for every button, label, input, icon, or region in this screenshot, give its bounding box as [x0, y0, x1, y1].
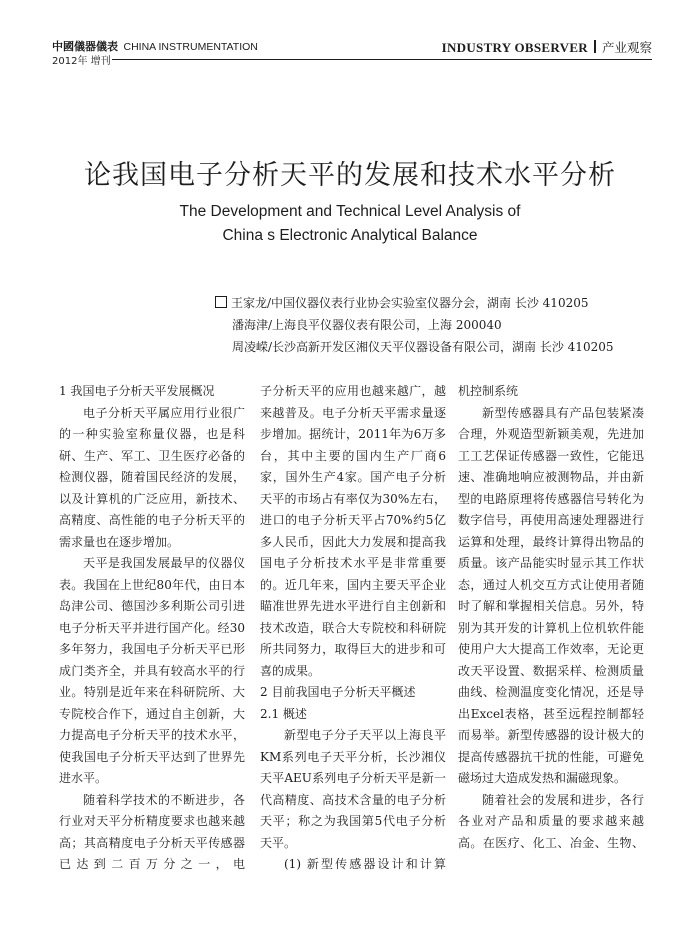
issue-label: 2012年 增刊: [52, 56, 111, 67]
paragraph: 新型电子分子天平以上海良平KM系列电子天平分析，长沙湘仪天平AEU系列电子分析天平是新一代高精度、高技术含量的电子分析天平；称之为我国第5代电子分析天平。: [260, 728, 446, 850]
body-column-1: [59, 381, 245, 876]
author-affiliations: [215, 292, 613, 358]
journal-name: [52, 40, 258, 54]
subsection-heading: 2.1 概述: [260, 706, 307, 721]
section-heading: 2 目前我国电子分析天平概述: [260, 685, 416, 699]
journal-name-en: CHINA INSTRUMENTATION: [123, 41, 258, 53]
author-line: 潘海津/上海良平仪器仪表有限公司，上海 200040: [232, 318, 502, 332]
section-divider: [594, 40, 596, 53]
header-rule: [414, 59, 652, 60]
paragraph: 机控制系统: [458, 384, 519, 398]
paragraph: 电子分析天平属应用行业很广的一种实验室称量仪器，也是科研、生产、军工、卫生医疗必备的检测仪器，随着国民经济的发展，以及计算机的广泛应用，新技术、高精度、高性能的电子分析天平的需求量也在逐步增加。: [59, 405, 245, 549]
article-title-en-line1: The Development and Technical Level Analysis of: [179, 203, 521, 220]
article-title-cn: 论我国电子分析天平的发展和技术水平分析: [84, 160, 616, 191]
author-line: 周凌嵘/长沙高新开发区湘仪天平仪器设备有限公司，湖南 长沙 410205: [232, 340, 614, 354]
paragraph: 新型传感器具有产品包装紧凑合理，外观造型新颖美观，先进加工工艺保证传感器一致性，它能迅速、准确地响应被测物品，并由新型的电路原理将传感器信号转化为数字信号，再使用高速处理器进行运算和处理，最终计算得出物品的质量。该产品能实时显示其工作状态，通过人机交互方式让使用者随时了解和掌握相关信息。另外，特别为其开发的计算机上位机软件能使用户大大提高工作效率，无论更改天平设置、数据采样、检测质量曲线、检测温度变化情况，还是导出Excel表格，甚至远程控制都轻而易举。新型传感器的设计极大的提高传感器抗干扰的性能，可避免磁场过大造成发热和漏磁现象。: [458, 405, 644, 785]
square-bullet-icon: [215, 296, 227, 308]
paragraph: 天平是我国发展最早的仪器仪表。我国在上世纪80年代，由日本岛津公司、德国沙多利斯公司引进电子分析天平并进行国产化。经30多年努力，我国电子分析天平已形成门类齐全，并具有较高水平的行业。特别是近年来在科研院所、大专院校合作下，通过自主创新，大力提高电子分析天平的技术水平，使我国电子分析天平达到了世界先进水平。: [59, 556, 245, 785]
section-label: [442, 40, 652, 56]
article-title-en-line2: China s Electronic Analytical Balance: [222, 227, 478, 244]
body-column-3: [458, 381, 644, 854]
running-header-left: [52, 40, 258, 69]
paragraph: 随着科学技术的不断进步，各行业对天平分析精度要求也越来越高；其高精度电子分析天平传感器已达到二百万分之一，电: [59, 792, 245, 871]
paragraph: 随着社会的发展和进步，各行各业对产品和质量的要求越来越高。在医疗、化工、冶金、生物、: [458, 792, 644, 850]
section-label-cn: 产业观察: [601, 40, 652, 55]
header-rule: [112, 59, 417, 60]
paragraph: (1) 新型传感器设计和计算: [284, 857, 446, 871]
section-heading: 1 我国电子分析天平发展概况: [59, 384, 215, 398]
body-column-2: [260, 381, 446, 876]
journal-name-cn: 中國儀器儀表: [52, 40, 118, 53]
section-label-en: INDUSTRY OBSERVER: [441, 40, 588, 55]
paragraph: 子分析天平的应用也越来越广，越来越普及。电子分析天平需求量逐步增加。据统计，2011年为6万多台，其中主要的国内生产厂商6家，国外生产4家。国产电子分析天平的市场占有率仅为30%左右，进口的电子分析天平占70%约5亿多人民币，因此大力发展和提高我国电子分析技术水平是非常重要的。近几年来，国内主要天平企业瞄准世界先进水平进行自主创新和技术改造，联合大专院校和科研院所共同努力，取得巨大的进步和可喜的成果。: [260, 384, 446, 678]
author-line: [215, 292, 613, 314]
author-text: 王家龙/中国仪器仪表行业协会实验室仪器分会，湖南 长沙 410205: [231, 296, 589, 310]
